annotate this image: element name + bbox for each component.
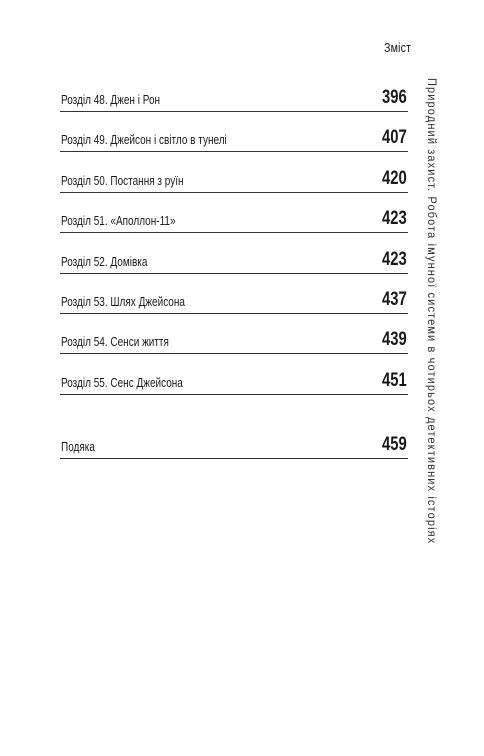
toc-entry[interactable] — [60, 283, 408, 314]
toc-entry-title: Розділ 54. Сенси життя — [61, 335, 169, 349]
toc-entry-page: 407 — [382, 127, 407, 148]
toc-entry[interactable] — [60, 121, 408, 152]
toc-entry-page: 396 — [382, 87, 407, 108]
toc-entry-title: Розділ 55. Сенс Джейсона — [61, 376, 183, 390]
toc-entry-title: Розділ 51. «Аполлон-11» — [61, 214, 176, 228]
toc-entry[interactable] — [60, 202, 408, 233]
toc-entry-title: Розділ 50. Постання з руїн — [61, 174, 184, 188]
toc-entry-title: Подяка — [61, 440, 95, 454]
toc-entry-page: 423 — [382, 208, 407, 229]
toc-entry-page: 420 — [382, 168, 407, 189]
toc-entry-title: Розділ 53. Шлях Джейсона — [61, 295, 185, 309]
toc-entry-page: 437 — [382, 289, 407, 310]
toc-entry-page: 439 — [382, 329, 407, 350]
toc-entry-title: Розділ 49. Джейсон і світло в тунелі — [61, 133, 227, 147]
toc-entry-page: 451 — [382, 370, 407, 391]
toc-entry[interactable] — [60, 162, 408, 193]
toc-entry[interactable] — [60, 243, 408, 274]
toc-entry[interactable] — [60, 81, 408, 112]
toc-entry-title: Розділ 52. Домівка — [61, 255, 148, 269]
toc-entry-page: 423 — [382, 249, 407, 270]
page-header: Зміст — [383, 40, 411, 55]
toc-entry-page: 459 — [382, 434, 407, 455]
toc-entry-title: Розділ 48. Джен і Рон — [61, 93, 161, 107]
toc-entry[interactable] — [60, 323, 408, 354]
book-title-vertical: Природний захист. Робота імунної системи в чотирьох детективних історіях — [425, 78, 439, 545]
toc-entry-acknowledgements[interactable] — [60, 428, 408, 459]
toc-entry[interactable] — [60, 364, 408, 395]
